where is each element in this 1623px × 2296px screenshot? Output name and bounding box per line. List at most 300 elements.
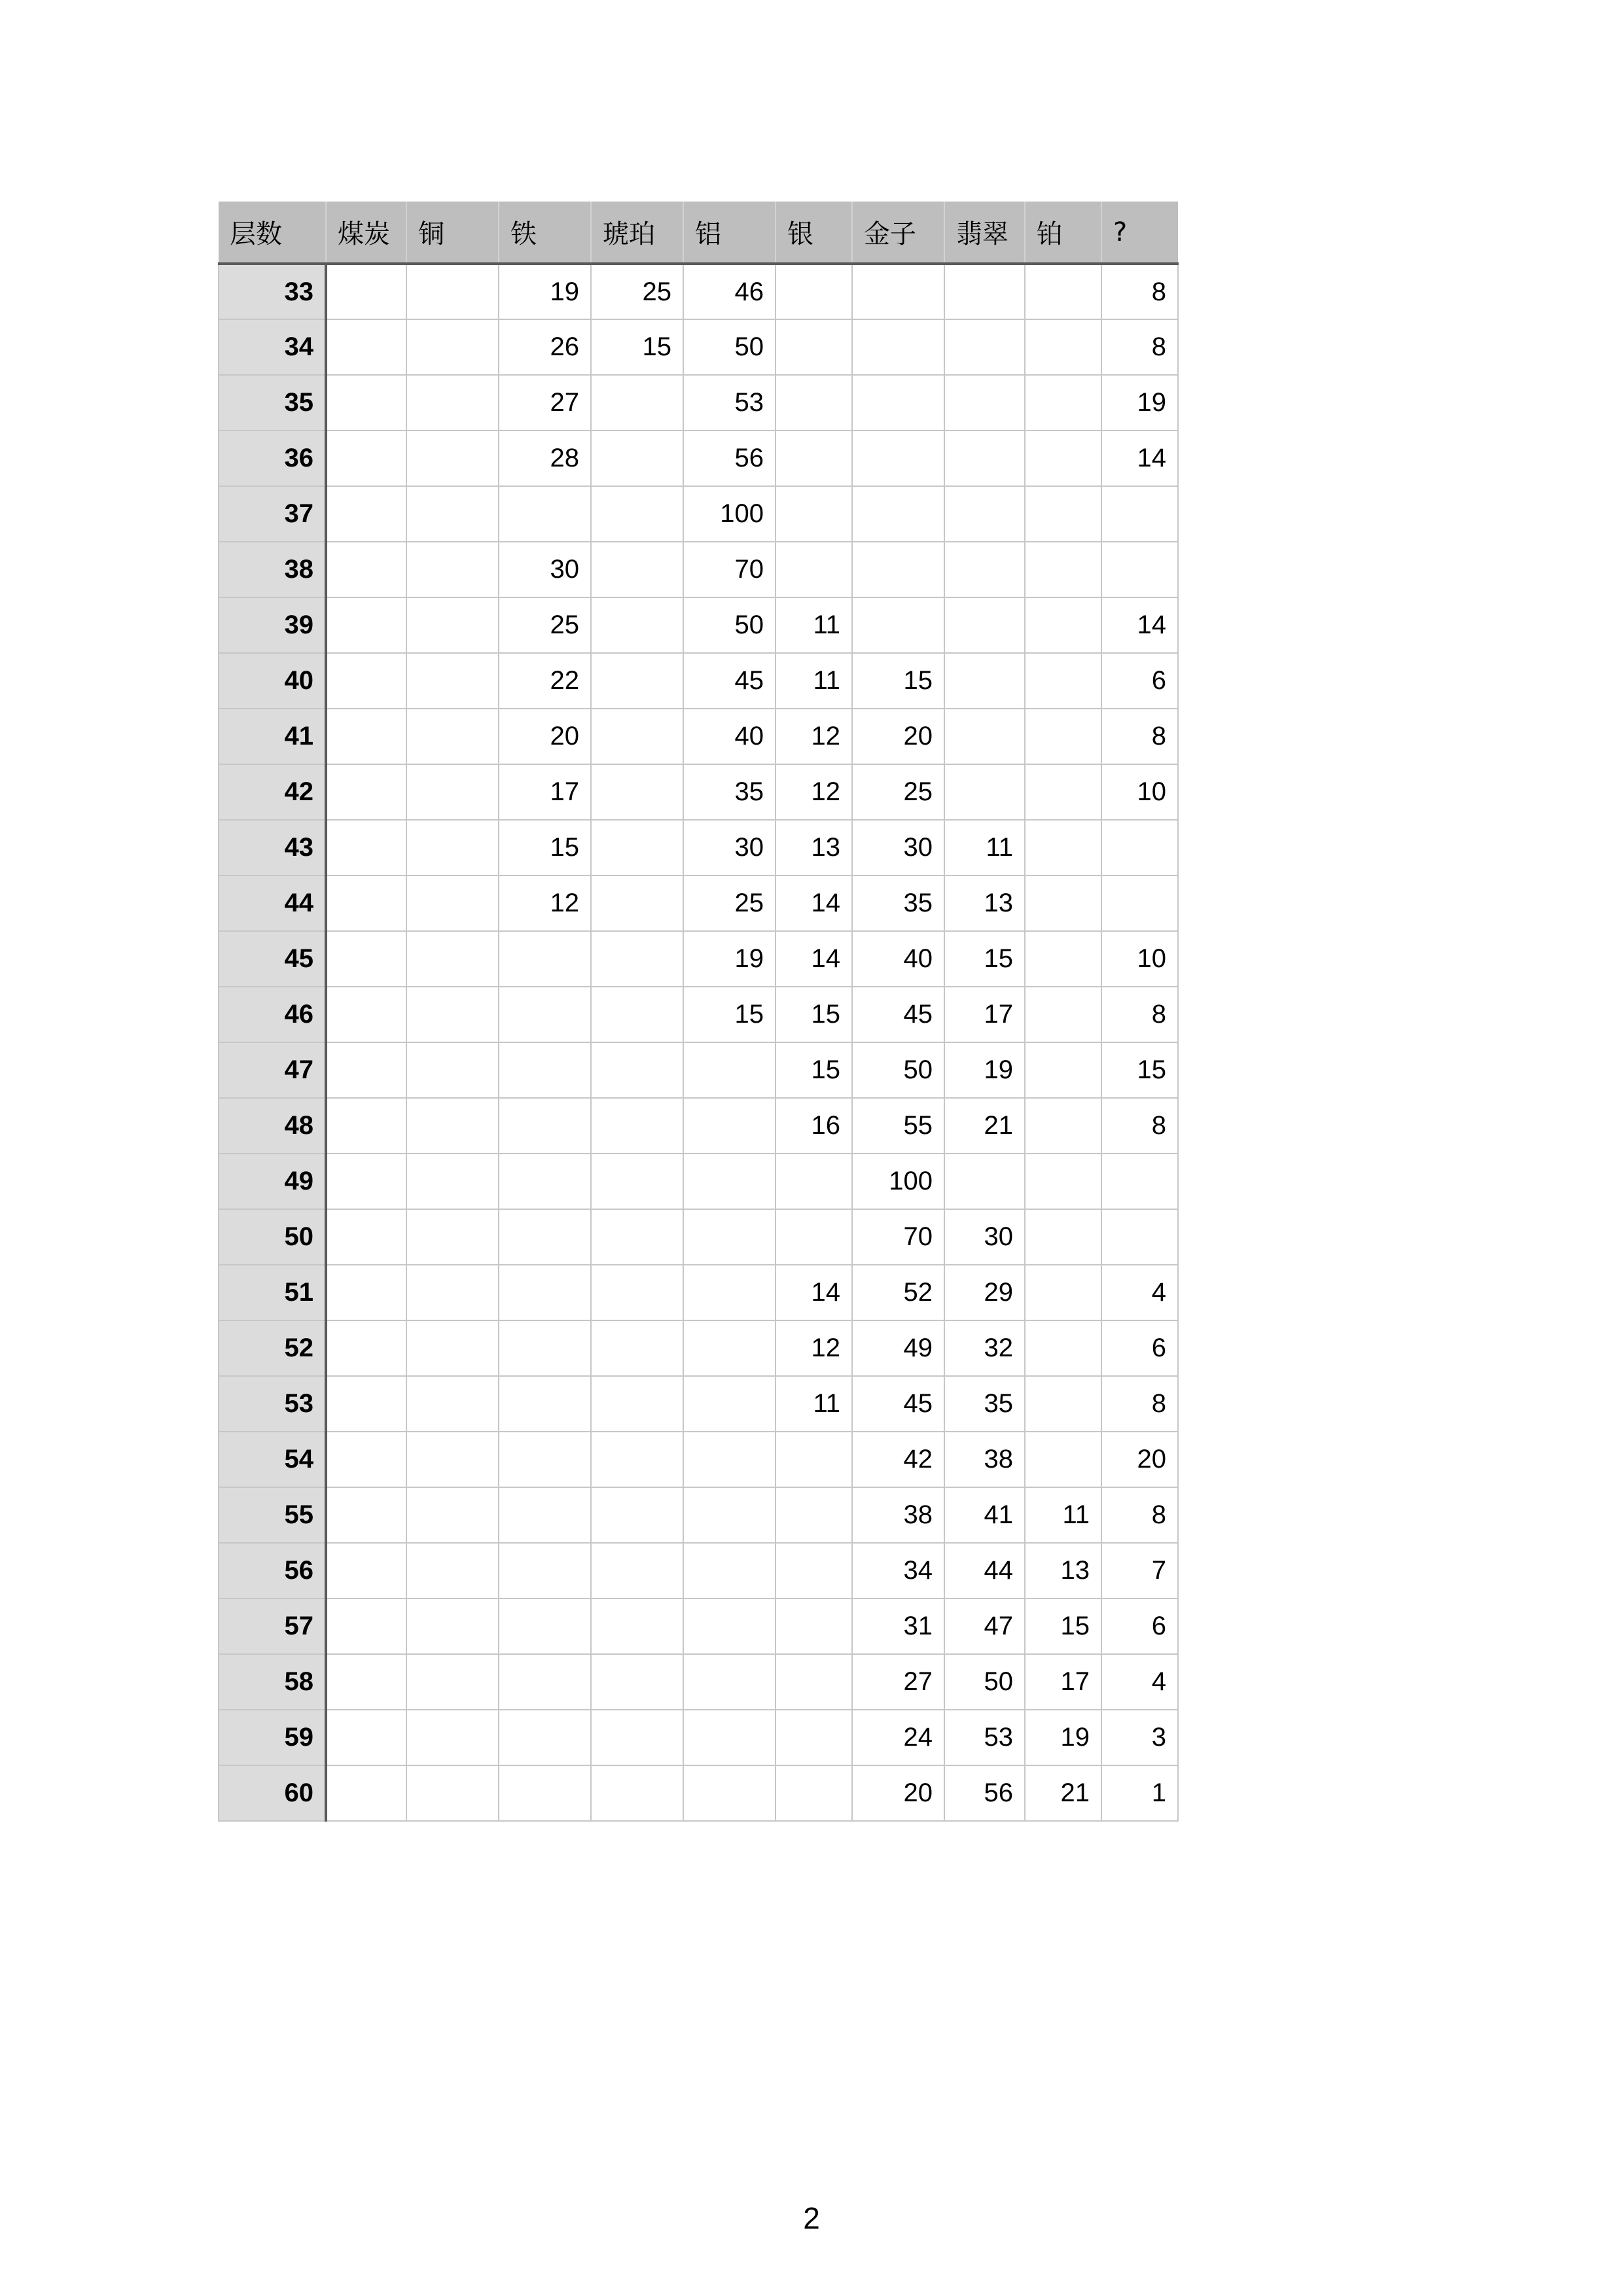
table-row <box>219 1432 1178 1487</box>
table-cell <box>776 1598 852 1654</box>
table-cell <box>852 542 944 597</box>
table-cell <box>1101 486 1178 542</box>
table-cell: 46 <box>683 264 776 319</box>
table-cell <box>1025 486 1101 542</box>
table-cell: 30 <box>944 1209 1025 1265</box>
table-cell: 35 <box>683 764 776 820</box>
table-cell <box>591 875 683 931</box>
table-cell <box>406 1543 499 1598</box>
table-cell <box>776 1432 852 1487</box>
column-header-layer: 层数 <box>219 202 326 264</box>
table-cell: 19 <box>1025 1710 1101 1765</box>
table-cell <box>406 264 499 319</box>
table-cell <box>591 1320 683 1376</box>
table-cell: 100 <box>852 1154 944 1209</box>
table-cell: 24 <box>852 1710 944 1765</box>
table-cell <box>591 1209 683 1265</box>
table-cell: 17 <box>944 987 1025 1042</box>
table-cell <box>591 431 683 486</box>
table-cell: 13 <box>944 875 1025 931</box>
table-cell <box>326 1765 406 1821</box>
table-cell <box>499 1598 591 1654</box>
column-header: 银 <box>776 202 852 264</box>
table-cell <box>776 1765 852 1821</box>
table-cell <box>326 1654 406 1710</box>
table-cell <box>499 1042 591 1098</box>
table-cell <box>591 1598 683 1654</box>
table-cell: 19 <box>683 931 776 987</box>
table-cell: 21 <box>944 1098 1025 1154</box>
layer-number-cell: 39 <box>219 597 326 653</box>
table-cell <box>852 319 944 375</box>
table-cell: 15 <box>499 820 591 875</box>
table-cell: 45 <box>852 987 944 1042</box>
table-cell: 19 <box>499 264 591 319</box>
table-cell: 42 <box>852 1432 944 1487</box>
table-cell: 56 <box>683 431 776 486</box>
table-cell <box>326 820 406 875</box>
layer-number-cell: 42 <box>219 764 326 820</box>
table-cell <box>406 1209 499 1265</box>
table-cell <box>944 764 1025 820</box>
table-cell: 27 <box>852 1654 944 1710</box>
table-row <box>219 1154 1178 1209</box>
table-cell <box>683 1209 776 1265</box>
table-cell <box>499 1654 591 1710</box>
table-cell <box>326 486 406 542</box>
table-cell <box>406 1487 499 1543</box>
layer-number-cell: 57 <box>219 1598 326 1654</box>
table-cell: 10 <box>1101 931 1178 987</box>
table-cell <box>852 597 944 653</box>
table-row <box>219 597 1178 653</box>
table-cell <box>776 1710 852 1765</box>
table-cell <box>406 1042 499 1098</box>
table-cell <box>499 1320 591 1376</box>
table-cell: 13 <box>1025 1543 1101 1598</box>
table-cell <box>499 1432 591 1487</box>
table-cell: 4 <box>1101 1654 1178 1710</box>
table-cell: 11 <box>776 597 852 653</box>
table-cell <box>683 1765 776 1821</box>
table-row <box>219 1042 1178 1098</box>
table-cell: 11 <box>776 1376 852 1432</box>
table-cell: 14 <box>776 931 852 987</box>
table-cell: 17 <box>1025 1654 1101 1710</box>
table-cell <box>406 1765 499 1821</box>
table-cell: 6 <box>1101 1320 1178 1376</box>
table-cell <box>326 653 406 709</box>
table-row <box>219 1098 1178 1154</box>
table-cell: 55 <box>852 1098 944 1154</box>
table-cell: 8 <box>1101 1098 1178 1154</box>
table-cell <box>326 1098 406 1154</box>
table-cell: 70 <box>683 542 776 597</box>
column-header: ? <box>1101 202 1178 264</box>
table-cell: 32 <box>944 1320 1025 1376</box>
table-cell <box>326 1042 406 1098</box>
table-cell <box>1025 709 1101 764</box>
table-cell <box>1025 431 1101 486</box>
table-row <box>219 764 1178 820</box>
table-cell <box>591 820 683 875</box>
table-cell <box>1025 1432 1101 1487</box>
table-cell: 25 <box>499 597 591 653</box>
table-cell <box>406 597 499 653</box>
column-header: 金子 <box>852 202 944 264</box>
table-cell: 12 <box>776 1320 852 1376</box>
table-cell <box>944 653 1025 709</box>
table-cell <box>852 486 944 542</box>
table-cell <box>591 1654 683 1710</box>
table-cell: 8 <box>1101 1487 1178 1543</box>
table-cell <box>944 1154 1025 1209</box>
layer-number-cell: 46 <box>219 987 326 1042</box>
table-cell: 35 <box>944 1376 1025 1432</box>
table-row <box>219 431 1178 486</box>
table-cell <box>406 1098 499 1154</box>
table-cell <box>1025 987 1101 1042</box>
layer-number-cell: 59 <box>219 1710 326 1765</box>
table-cell: 3 <box>1101 1710 1178 1765</box>
table-row <box>219 1320 1178 1376</box>
table-cell <box>326 1209 406 1265</box>
table-cell <box>1025 1320 1101 1376</box>
table-cell <box>499 1543 591 1598</box>
table-cell <box>944 375 1025 431</box>
table-cell: 50 <box>944 1654 1025 1710</box>
column-header: 煤炭 <box>326 202 406 264</box>
table-cell <box>1025 931 1101 987</box>
table-cell <box>326 597 406 653</box>
table-row <box>219 709 1178 764</box>
table-cell <box>406 1598 499 1654</box>
table-cell <box>406 1376 499 1432</box>
table-cell <box>776 1487 852 1543</box>
table-cell <box>683 1320 776 1376</box>
layer-number-cell: 36 <box>219 431 326 486</box>
table-cell: 50 <box>683 597 776 653</box>
table-cell <box>1101 820 1178 875</box>
ore-distribution-table <box>218 202 1179 1822</box>
table-cell: 12 <box>776 709 852 764</box>
table-cell: 10 <box>1101 764 1178 820</box>
table-cell: 14 <box>1101 431 1178 486</box>
table-cell <box>591 375 683 431</box>
table-cell <box>683 1654 776 1710</box>
table-cell: 27 <box>499 375 591 431</box>
table-cell: 53 <box>944 1710 1025 1765</box>
layer-number-cell: 37 <box>219 486 326 542</box>
table-cell <box>776 1543 852 1598</box>
table-cell <box>406 431 499 486</box>
table-row <box>219 1654 1178 1710</box>
table-cell: 20 <box>852 1765 944 1821</box>
table-cell: 50 <box>683 319 776 375</box>
table-cell: 15 <box>776 987 852 1042</box>
table-row <box>219 1710 1178 1765</box>
table-cell: 13 <box>776 820 852 875</box>
layer-number-cell: 35 <box>219 375 326 431</box>
table-cell: 26 <box>499 319 591 375</box>
table-cell <box>406 375 499 431</box>
table-cell: 8 <box>1101 709 1178 764</box>
table-cell: 8 <box>1101 319 1178 375</box>
table-cell <box>776 319 852 375</box>
table-cell: 45 <box>683 653 776 709</box>
column-header: 铁 <box>499 202 591 264</box>
table-row <box>219 987 1178 1042</box>
table-cell: 8 <box>1101 987 1178 1042</box>
layer-number-cell: 58 <box>219 1654 326 1710</box>
table-cell: 15 <box>776 1042 852 1098</box>
layer-number-cell: 54 <box>219 1432 326 1487</box>
table-cell <box>591 597 683 653</box>
table-cell <box>591 1710 683 1765</box>
table-cell <box>852 431 944 486</box>
table-cell <box>683 1598 776 1654</box>
table-cell: 19 <box>1101 375 1178 431</box>
column-header: 翡翠 <box>944 202 1025 264</box>
table-cell <box>326 1432 406 1487</box>
table-cell <box>1025 264 1101 319</box>
table-cell <box>776 542 852 597</box>
column-header: 铂 <box>1025 202 1101 264</box>
table-cell: 28 <box>499 431 591 486</box>
table-cell: 34 <box>852 1543 944 1598</box>
table-cell <box>944 319 1025 375</box>
table-row <box>219 1765 1178 1821</box>
table-cell: 8 <box>1101 264 1178 319</box>
table-cell <box>326 1710 406 1765</box>
table-cell <box>591 1265 683 1320</box>
table-cell: 11 <box>944 820 1025 875</box>
table-cell: 38 <box>944 1432 1025 1487</box>
table-cell <box>406 764 499 820</box>
table-cell: 19 <box>944 1042 1025 1098</box>
table-row <box>219 1543 1178 1598</box>
table-cell: 100 <box>683 486 776 542</box>
table-cell: 14 <box>1101 597 1178 653</box>
table-cell <box>591 1487 683 1543</box>
table-cell <box>944 597 1025 653</box>
table-cell <box>406 709 499 764</box>
table-cell: 20 <box>852 709 944 764</box>
table-row <box>219 375 1178 431</box>
table-cell <box>326 319 406 375</box>
table-cell <box>1101 1209 1178 1265</box>
table-cell: 12 <box>499 875 591 931</box>
table-cell: 12 <box>776 764 852 820</box>
table-cell <box>406 1654 499 1710</box>
table-cell: 47 <box>944 1598 1025 1654</box>
table-cell <box>683 1265 776 1320</box>
table-cell <box>326 875 406 931</box>
table-cell: 44 <box>944 1543 1025 1598</box>
table-cell <box>326 1487 406 1543</box>
table-cell <box>944 542 1025 597</box>
table-row <box>219 1265 1178 1320</box>
table-cell <box>776 431 852 486</box>
table-cell: 15 <box>1101 1042 1178 1098</box>
table-cell <box>944 486 1025 542</box>
table-cell: 53 <box>683 375 776 431</box>
table-cell: 25 <box>683 875 776 931</box>
table-row <box>219 486 1178 542</box>
table-cell <box>683 1376 776 1432</box>
table-cell <box>499 1154 591 1209</box>
table-cell <box>406 542 499 597</box>
table-row <box>219 1376 1178 1432</box>
layer-number-cell: 43 <box>219 820 326 875</box>
table-row <box>219 931 1178 987</box>
table-cell <box>683 1710 776 1765</box>
table-cell: 6 <box>1101 1598 1178 1654</box>
table-cell <box>499 987 591 1042</box>
table-cell: 7 <box>1101 1543 1178 1598</box>
table-cell <box>326 375 406 431</box>
table-cell <box>944 431 1025 486</box>
table-cell: 38 <box>852 1487 944 1543</box>
table-cell <box>406 1154 499 1209</box>
layer-number-cell: 47 <box>219 1042 326 1098</box>
column-header: 铜 <box>406 202 499 264</box>
table-cell <box>499 1765 591 1821</box>
table-cell <box>591 709 683 764</box>
table-cell <box>1025 1209 1101 1265</box>
table-cell <box>406 820 499 875</box>
table-cell <box>1025 1042 1101 1098</box>
table-cell <box>1025 375 1101 431</box>
table-cell <box>776 1209 852 1265</box>
table-cell <box>776 486 852 542</box>
table-cell <box>776 1154 852 1209</box>
table-cell <box>591 1098 683 1154</box>
table-cell <box>1025 764 1101 820</box>
table-cell <box>683 1042 776 1098</box>
table-cell <box>852 375 944 431</box>
table-cell <box>326 1598 406 1654</box>
table-cell <box>591 931 683 987</box>
table-cell <box>406 987 499 1042</box>
table-cell <box>326 1265 406 1320</box>
table-cell <box>944 709 1025 764</box>
table-row <box>219 653 1178 709</box>
layer-number-cell: 44 <box>219 875 326 931</box>
table-cell <box>406 319 499 375</box>
table-cell <box>1025 1154 1101 1209</box>
table-row <box>219 319 1178 375</box>
layer-number-cell: 52 <box>219 1320 326 1376</box>
table-cell <box>683 1432 776 1487</box>
table-cell <box>776 264 852 319</box>
table-cell: 25 <box>852 764 944 820</box>
table-cell: 6 <box>1101 653 1178 709</box>
table-cell <box>683 1098 776 1154</box>
table-cell: 40 <box>683 709 776 764</box>
column-header: 铝 <box>683 202 776 264</box>
table-cell <box>406 486 499 542</box>
table-row <box>219 1209 1178 1265</box>
layer-number-cell: 50 <box>219 1209 326 1265</box>
table-cell <box>852 264 944 319</box>
table-cell <box>1101 542 1178 597</box>
table-cell: 17 <box>499 764 591 820</box>
table-cell: 20 <box>499 709 591 764</box>
table-cell <box>591 542 683 597</box>
layer-number-cell: 41 <box>219 709 326 764</box>
table-cell: 31 <box>852 1598 944 1654</box>
table-cell: 41 <box>944 1487 1025 1543</box>
table-cell <box>1025 542 1101 597</box>
layer-number-cell: 53 <box>219 1376 326 1432</box>
table-cell <box>591 764 683 820</box>
layer-number-cell: 40 <box>219 653 326 709</box>
table-cell <box>1025 820 1101 875</box>
table-cell: 56 <box>944 1765 1025 1821</box>
table-cell <box>326 987 406 1042</box>
table-cell <box>591 1376 683 1432</box>
table-cell <box>1025 319 1101 375</box>
table-cell <box>944 264 1025 319</box>
table-row <box>219 1598 1178 1654</box>
table-cell <box>1101 1154 1178 1209</box>
table-cell <box>591 486 683 542</box>
table-cell <box>326 709 406 764</box>
table-cell: 8 <box>1101 1376 1178 1432</box>
table-cell <box>1025 1265 1101 1320</box>
table-cell <box>406 875 499 931</box>
layer-number-cell: 55 <box>219 1487 326 1543</box>
table-row <box>219 820 1178 875</box>
table-cell <box>499 931 591 987</box>
table-cell: 16 <box>776 1098 852 1154</box>
table-body <box>219 264 1178 1821</box>
table-cell: 20 <box>1101 1432 1178 1487</box>
table-cell <box>1101 875 1178 931</box>
table-cell <box>499 1376 591 1432</box>
table-cell <box>1025 597 1101 653</box>
table-cell: 49 <box>852 1320 944 1376</box>
table-cell <box>1025 875 1101 931</box>
table-cell: 22 <box>499 653 591 709</box>
table-cell: 11 <box>1025 1487 1101 1543</box>
table-cell <box>326 542 406 597</box>
layer-number-cell: 51 <box>219 1265 326 1320</box>
table-row <box>219 875 1178 931</box>
table-cell <box>1025 1376 1101 1432</box>
table-cell: 15 <box>944 931 1025 987</box>
layer-number-cell: 34 <box>219 319 326 375</box>
table-cell <box>1025 653 1101 709</box>
column-header: 琥珀 <box>591 202 683 264</box>
table-cell: 1 <box>1101 1765 1178 1821</box>
table-cell <box>591 1765 683 1821</box>
table-cell <box>683 1487 776 1543</box>
table-cell: 15 <box>683 987 776 1042</box>
table-cell <box>591 987 683 1042</box>
table-cell <box>406 931 499 987</box>
table-cell <box>406 1710 499 1765</box>
table-row <box>219 264 1178 319</box>
table-cell <box>406 653 499 709</box>
layer-number-cell: 56 <box>219 1543 326 1598</box>
table-cell <box>406 1265 499 1320</box>
table-cell <box>591 1042 683 1098</box>
table-cell: 4 <box>1101 1265 1178 1320</box>
table-cell: 11 <box>776 653 852 709</box>
layer-number-cell: 38 <box>219 542 326 597</box>
